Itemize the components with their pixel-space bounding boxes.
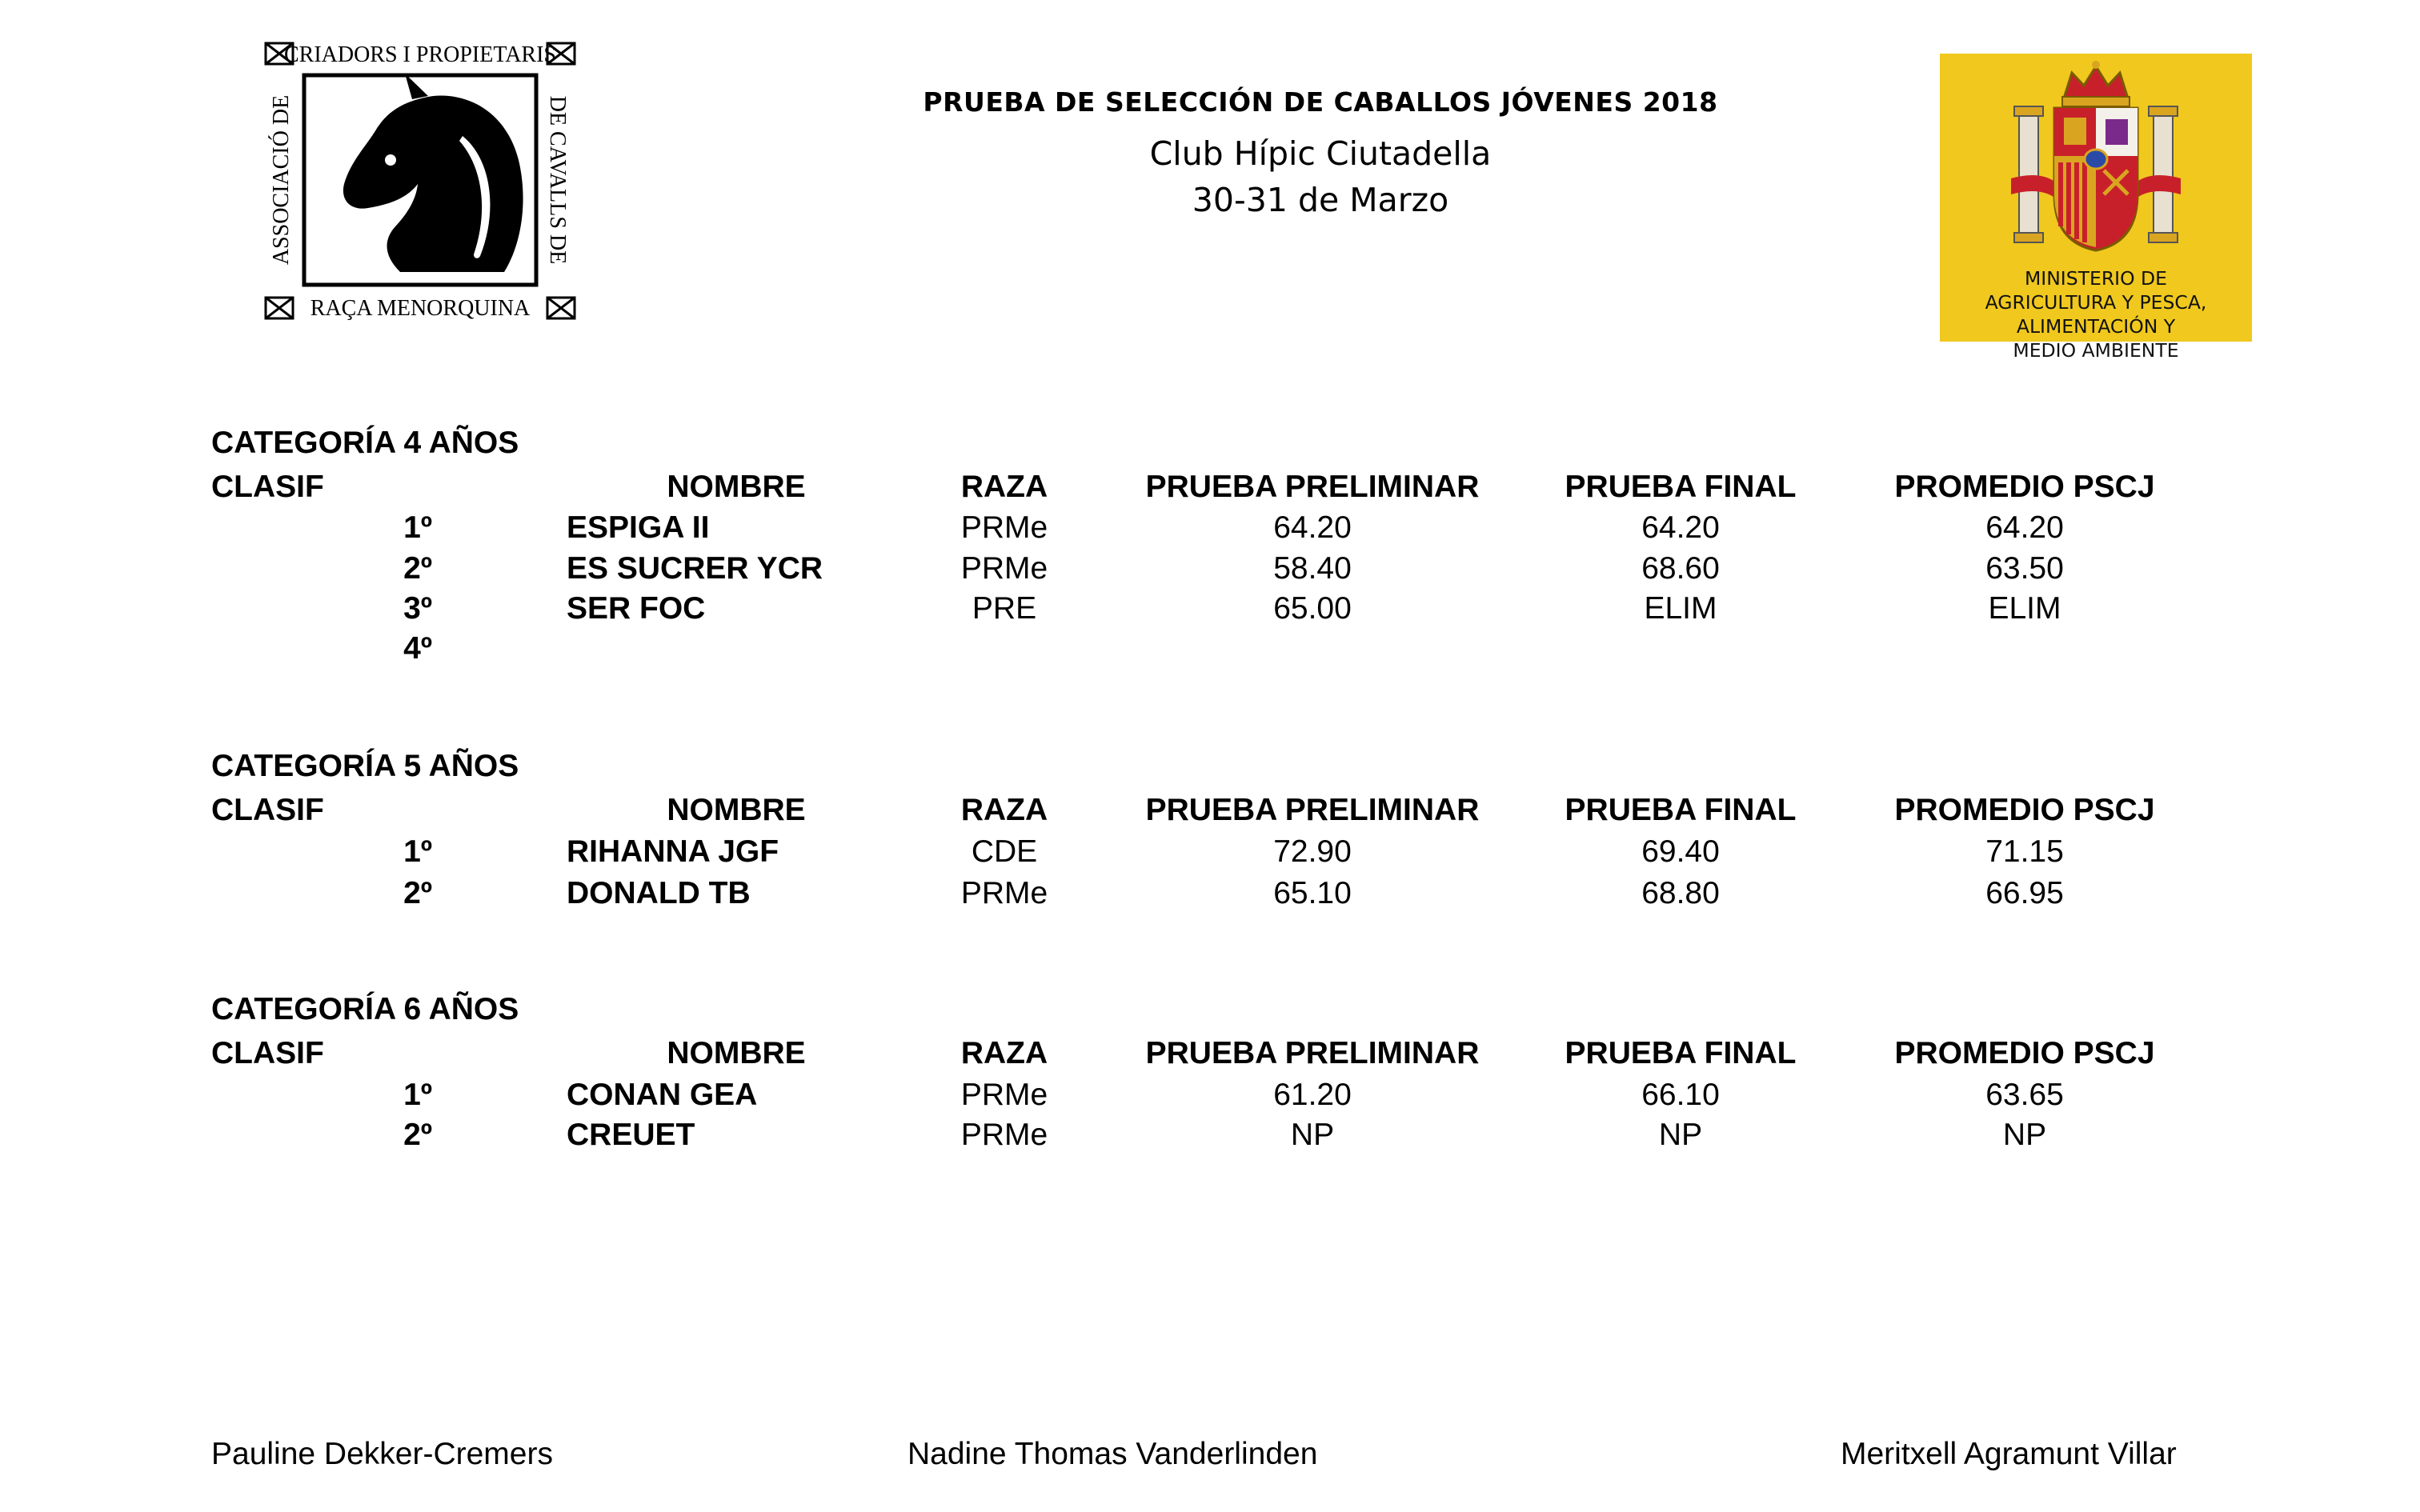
column-header-clasif: CLASIF: [211, 470, 324, 504]
row-horse-name: DONALD TB: [567, 876, 751, 910]
category-title: CATEGORÍA 5 AÑOS: [211, 749, 519, 783]
row-horse-name: RIHANNA JGF: [567, 834, 779, 869]
logo-left-text: ASSOCIACIÓ DE: [269, 94, 294, 266]
column-header-final: PRUEBA FINAL: [1565, 793, 1797, 827]
column-header-nombre: NOMBRE: [667, 793, 806, 827]
row-preliminar: 65.00: [1273, 591, 1352, 626]
row-place: 3º: [403, 591, 432, 626]
column-header-raza: RAZA: [960, 470, 1048, 504]
column-header-preliminar: PRUEBA PRELIMINAR: [1145, 793, 1480, 827]
row-promedio: 66.95: [1985, 876, 2064, 910]
column-header-preliminar: PRUEBA PRELIMINAR: [1145, 1036, 1480, 1070]
logo-bottom-text: RAÇA MENORQUINA: [310, 296, 531, 320]
ministry-line: ALIMENTACIÓN Y: [2016, 315, 2176, 338]
row-horse-name: ES SUCRER YCR: [567, 551, 823, 586]
column-header-promedio: PROMEDIO PSCJ: [1894, 793, 2155, 827]
category-title: CATEGORÍA 4 AÑOS: [211, 426, 519, 460]
ministry-logo: [1940, 54, 2252, 362]
row-horse-name: CREUET: [567, 1118, 695, 1152]
association-logo: [264, 40, 576, 320]
row-raza: PRMe: [960, 876, 1048, 910]
column-header-nombre: NOMBRE: [667, 1036, 806, 1070]
row-place: 2º: [403, 876, 432, 910]
ministry-line: AGRICULTURA Y PESCA,: [1985, 291, 2207, 314]
row-place: 4º: [403, 631, 432, 666]
ministry-line: MINISTERIO DE: [2024, 267, 2167, 290]
category-title: CATEGORÍA 6 AÑOS: [211, 992, 519, 1026]
event-dates: 30-31 de Marzo: [1192, 181, 1449, 219]
document-title: PRUEBA DE SELECCIÓN DE CABALLOS JÓVENES 2018: [923, 86, 1718, 118]
column-header-final: PRUEBA FINAL: [1565, 470, 1797, 504]
judge-name: Pauline Dekker-Cremers: [211, 1437, 553, 1471]
row-promedio: ELIM: [1988, 591, 2061, 626]
row-raza: PRMe: [960, 1118, 1048, 1152]
logo-right-text: DE CAVALLS DE: [545, 95, 570, 265]
row-final: 69.40: [1641, 834, 1720, 869]
logo-top-text: CRIADORS I PROPIETARIS: [283, 42, 557, 67]
row-promedio: 63.65: [1985, 1078, 2064, 1112]
row-horse-name: ESPIGA II: [567, 510, 710, 545]
row-final: ELIM: [1644, 591, 1717, 626]
row-raza: PRMe: [960, 1078, 1048, 1112]
row-raza: PRMe: [960, 551, 1048, 586]
column-header-final: PRUEBA FINAL: [1565, 1036, 1797, 1070]
column-header-clasif: CLASIF: [211, 1036, 324, 1070]
row-place: 1º: [403, 510, 432, 545]
judge-name: Nadine Thomas Vanderlinden: [908, 1437, 1318, 1471]
row-preliminar: 72.90: [1273, 834, 1352, 869]
row-preliminar: 64.20: [1273, 510, 1352, 545]
row-final: NP: [1658, 1118, 1703, 1152]
judge-name: Meritxell Agramunt Villar: [1841, 1437, 2177, 1471]
coat-of-arms-icon: [2008, 58, 2184, 258]
row-place: 2º: [403, 551, 432, 586]
row-raza: PRE: [972, 591, 1037, 626]
column-header-raza: RAZA: [960, 793, 1048, 827]
row-preliminar: 61.20: [1273, 1078, 1352, 1112]
row-place: 2º: [403, 1118, 432, 1152]
row-raza: CDE: [971, 834, 1038, 869]
row-final: 68.80: [1641, 876, 1720, 910]
row-horse-name: SER FOC: [567, 591, 706, 626]
horse-head-logo-icon: [264, 40, 576, 320]
row-horse-name: CONAN GEA: [567, 1078, 758, 1112]
column-header-promedio: PROMEDIO PSCJ: [1894, 470, 2155, 504]
row-place: 1º: [403, 1078, 432, 1112]
column-header-preliminar: PRUEBA PRELIMINAR: [1145, 470, 1480, 504]
row-place: 1º: [403, 834, 432, 869]
row-promedio: NP: [2002, 1118, 2047, 1152]
column-header-clasif: CLASIF: [211, 793, 324, 827]
row-final: 66.10: [1641, 1078, 1720, 1112]
ministry-name: [1940, 266, 2252, 362]
row-promedio: 71.15: [1985, 834, 2064, 869]
row-final: 68.60: [1641, 551, 1720, 586]
row-preliminar: 65.10: [1273, 876, 1352, 910]
row-raza: PRMe: [960, 510, 1048, 545]
row-final: 64.20: [1641, 510, 1720, 545]
club-name: Club Hípic Ciutadella: [1149, 134, 1492, 173]
column-header-raza: RAZA: [960, 1036, 1048, 1070]
row-promedio: 64.20: [1985, 510, 2064, 545]
column-header-promedio: PROMEDIO PSCJ: [1894, 1036, 2155, 1070]
row-preliminar: 58.40: [1273, 551, 1352, 586]
ministry-line: MEDIO AMBIENTE: [2013, 339, 2179, 362]
row-preliminar: NP: [1290, 1118, 1335, 1152]
row-promedio: 63.50: [1985, 551, 2064, 586]
column-header-nombre: NOMBRE: [667, 470, 806, 504]
